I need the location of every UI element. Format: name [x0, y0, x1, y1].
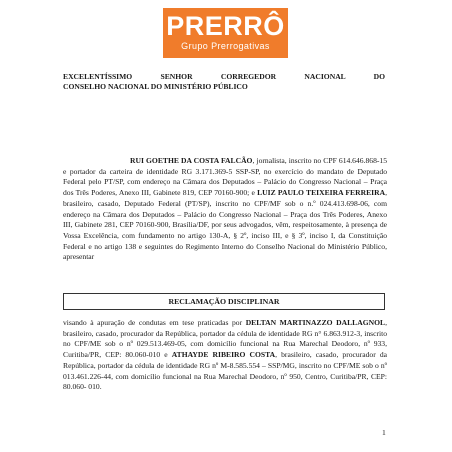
- respondent-name-1: DELTAN MARTINAZZO DALLAGNOL: [245, 318, 386, 327]
- petitioner-1-details: , jornalista, inscrito no CPF 614.646.868-15 e portador da carteira de identidade RG 3.171.369-5 SSP-SP, no exercício do mandato de Deputado Federal pelo PT/SP, com endereço na Câmara dos Deputados – Palácio do Congresso Nacional – Praça dos Três Poderes, Anexo III, Gabinete 819, CEP 70160-900; e: [63, 156, 387, 198]
- petitioner-2-details: , brasileiro, casado, Deputado Federal (PT/SP), inscrito no CPF/MF sob o n.º 024.413.698-06, com endereço na Câmara dos Deputados – Palácio do Congresso Nacional – Praça dos Três Poderes, Anexo III, Gabinete 281, CEP 70160-900, Brasília/DF, por seus advogados, vêm, respeitosamente, à presença de Vossa Excelência, com fundamento no artigo 130-A, § 2º, inciso III, e § 3º, inciso I, da Constituição Federal e no artigo 138 e seguintes do Regimento Interno do Conselho Nacional do Ministério Público, apresentar: [63, 188, 387, 262]
- respondent-2-details: , brasileiro, casado, procurador da República, portador da cédula de identidade RG nº M-8.585.554 – SSP/MG, inscrito no CPF/ME sob o nº 013.461.226-44, com domicílio funcional na Rua Marechal Deodoro, nº 950, Centro, Curitiba/PR, CEP: 80.060- 010.: [63, 350, 387, 392]
- section-title-box: [63, 293, 385, 310]
- addressee-line-1: EXCELENTÍSSIMO SENHOR CORREGEDOR NACIONAL DO: [63, 72, 385, 81]
- respondent-1-details: , brasileiro, casado, procurador da República, portador da cédula de identidade RG n° 6.863.912-3, inscrito no CPF/ME sob o nº 029.513.469-05, com domicílio funcional na Rua Marechal Deodoro, nº 933, Curitiba/PR, CEP: 80.060-010 e: [63, 318, 387, 360]
- petitioner-name-1: RUI GOETHE DA COSTA FALCÃO: [130, 156, 253, 165]
- section-title: RECLAMAÇÃO DISCIPLINAR: [168, 297, 280, 306]
- logo-brand: PRERRÔ: [166, 11, 285, 41]
- logo-tagline: Grupo Prerrogativas: [181, 41, 270, 51]
- addressee-heading: [63, 72, 385, 92]
- addressee-line-2: CONSELHO NACIONAL DO MINISTÉRIO PÚBLICO: [63, 82, 248, 91]
- petitioner-name-2: LUIZ PAULO TEIXEIRA FERREIRA: [257, 188, 386, 198]
- respondent-name-2: ATHAYDE RIBEIRO COSTA: [171, 350, 276, 360]
- respondents-paragraph: [63, 318, 387, 393]
- respondents-intro: visando à apuração de condutas em tese praticadas por: [63, 318, 246, 327]
- page-number: 1: [382, 428, 386, 437]
- prerro-logo: [163, 8, 288, 58]
- petitioners-paragraph: [63, 156, 387, 263]
